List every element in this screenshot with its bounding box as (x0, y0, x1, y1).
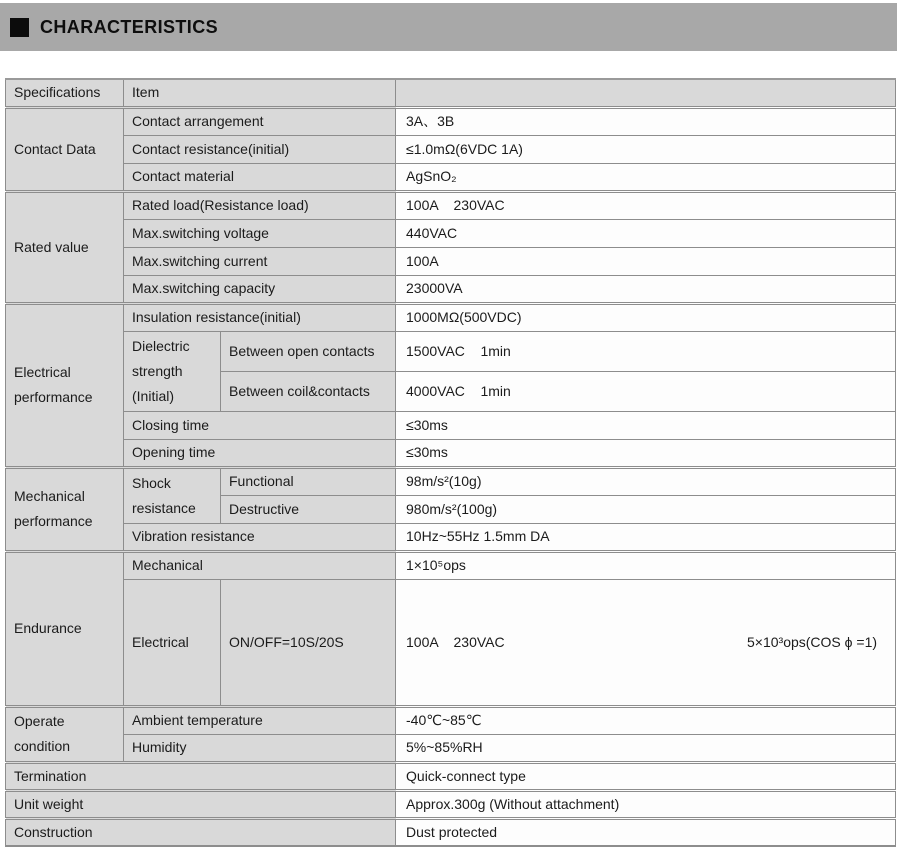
value-cell: Approx.300g (Without attachment) (396, 790, 896, 818)
item-cell: Max.switching capacity (124, 275, 396, 303)
value-cell: 3A、3B (396, 107, 896, 135)
value-cell: ≤1.0mΩ(6VDC 1A) (396, 135, 896, 163)
section-title-bar (0, 3, 897, 51)
item-cell: Contact material (124, 163, 396, 191)
item-cell: Insulation resistance(initial) (124, 303, 396, 331)
value-left: 100A 230VAC (406, 633, 505, 650)
table-row (6, 275, 896, 303)
item-cell: Between open contacts (221, 331, 396, 371)
item-cell: Humidity (124, 734, 396, 762)
item-cell: Max.switching current (124, 247, 396, 275)
value-cell: 100A (396, 247, 896, 275)
item-group-cell: Shock resistance (124, 467, 221, 523)
value-cell: 5%~85%RH (396, 734, 896, 762)
page-title: CHARACTERISTICS (40, 16, 219, 37)
header-specifications-cell: Specifications (6, 79, 124, 107)
table-row (6, 107, 896, 135)
spec-cell: Contact Data (6, 107, 124, 191)
item-group-cell: Dielectric strength (Initial) (124, 331, 221, 411)
spec-cell: Endurance (6, 551, 124, 706)
item-cell: Contact resistance(initial) (124, 135, 396, 163)
item-cell: Max.switching voltage (124, 219, 396, 247)
spec-cell: Unit weight (6, 790, 396, 818)
spec-cell: Mechanical performance (6, 467, 124, 551)
table-row (6, 734, 896, 762)
table-row (6, 818, 896, 846)
value-cell: AgSnO₂ (396, 163, 896, 191)
table-row (6, 247, 896, 275)
value-cell: 98m/s²(10g) (396, 467, 896, 495)
spec-cell: Electrical performance (6, 303, 124, 467)
table-row (6, 303, 896, 331)
table-row (6, 219, 896, 247)
item-cell: Mechanical (124, 551, 396, 579)
item-cell: Vibration resistance (124, 523, 396, 551)
spec-cell: Termination (6, 762, 396, 790)
value-split (406, 630, 885, 655)
item-cell: Between coil&contacts (221, 371, 396, 411)
header-item-cell: Item (124, 79, 396, 107)
item-cell: Closing time (124, 411, 396, 439)
table-row (6, 163, 896, 191)
value-cell: 1000MΩ(500VDC) (396, 303, 896, 331)
item-cell: Destructive (221, 495, 396, 523)
spec-cell: Rated value (6, 191, 124, 303)
spec-cell: Operate condition (6, 706, 124, 762)
item-cell: Contact arrangement (124, 107, 396, 135)
table-row (6, 439, 896, 467)
table-row (6, 762, 896, 790)
value-cell: 1500VAC 1min (396, 331, 896, 371)
value-cell: 980m/s²(100g) (396, 495, 896, 523)
value-cell: 23000VA (396, 275, 896, 303)
table-row (6, 706, 896, 734)
table-row (6, 551, 896, 579)
black-square-bullet-icon (10, 18, 29, 37)
table-row (6, 790, 896, 818)
spec-cell: Construction (6, 818, 396, 846)
value-cell: 10Hz~55Hz 1.5mm DA (396, 523, 896, 551)
table-row (6, 523, 896, 551)
table-row (6, 135, 896, 163)
value-right: 5×10³ops(COS ϕ =1) (747, 633, 878, 650)
table-row (6, 411, 896, 439)
value-cell: ≤30ms (396, 411, 896, 439)
value-cell: 440VAC (396, 219, 896, 247)
item-cell: Electrical (124, 579, 221, 706)
table-row (6, 579, 896, 706)
value-cell: 4000VAC 1min (396, 371, 896, 411)
item-cell: Ambient temperature (124, 706, 396, 734)
value-cell: -40℃~85℃ (396, 706, 896, 734)
value-cell: 100A 230VAC (396, 191, 896, 219)
table-row (6, 331, 896, 371)
item-sub-cell: ON/OFF=10S/20S (221, 579, 396, 706)
value-cell: ≤30ms (396, 439, 896, 467)
item-cell: Rated load(Resistance load) (124, 191, 396, 219)
table-row (6, 191, 896, 219)
characteristics-table (5, 78, 896, 847)
item-cell: Opening time (124, 439, 396, 467)
value-cell: Quick-connect type (396, 762, 896, 790)
value-cell: Dust protected (396, 818, 896, 846)
value-cell: 1×10⁵ops (396, 551, 896, 579)
item-cell: Functional (221, 467, 396, 495)
table-row (6, 467, 896, 495)
table-header-row (6, 79, 896, 107)
value-cell (396, 579, 896, 706)
header-value-cell (396, 79, 896, 107)
